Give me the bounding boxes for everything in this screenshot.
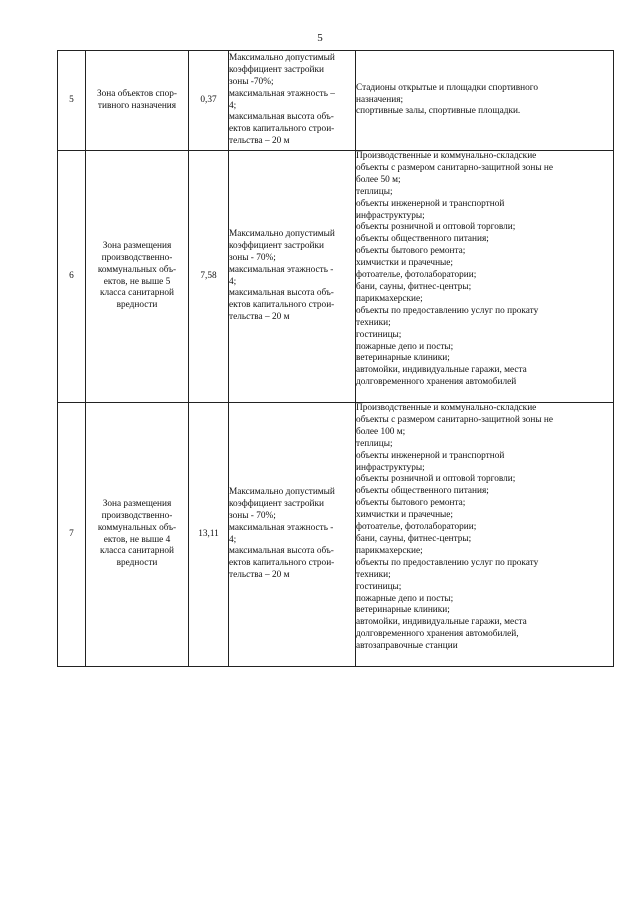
use-line: более 100 м; <box>356 426 406 437</box>
zone-name-line: Зона размещения <box>102 240 172 251</box>
zone-parameters <box>229 151 356 403</box>
param-line: зоны - 70%; <box>229 510 276 521</box>
use-line: гостиницы; <box>356 329 402 340</box>
use-line: более 50 м; <box>356 174 401 185</box>
zone-parameters <box>229 403 356 667</box>
use-line: парикмахерские; <box>356 545 423 556</box>
permitted-uses <box>356 151 614 403</box>
zone-name-line: Зона размещения <box>102 498 172 509</box>
use-line: ветеринарные клиники; <box>356 605 450 616</box>
zone-name-line: коммунальных объ- <box>97 264 177 275</box>
param-line: тельства – 20 м <box>229 570 290 581</box>
table-row <box>58 151 614 403</box>
use-line: Стадионы открытые и площадки спортивного <box>356 82 538 93</box>
use-line: объекты по предоставлению услуг по прокату <box>356 557 539 568</box>
use-line: Производственные и коммунально-складские <box>356 151 537 161</box>
use-line: объекты общественного питания; <box>356 234 489 245</box>
use-line: назначения; <box>356 94 404 105</box>
use-line: химчистки и прачечные; <box>356 258 454 269</box>
param-line: максимальная высота объ- <box>229 288 334 299</box>
param-line: 4; <box>229 534 237 545</box>
zone-area: 0,37 <box>189 51 229 151</box>
use-line: Производственные и коммунально-складские <box>356 403 537 413</box>
use-line: гостиницы; <box>356 581 402 592</box>
zone-name-line: коммунальных объ- <box>97 522 177 533</box>
use-line: объекты инженерной и транспортной <box>356 198 505 209</box>
zone-name-line: тивного назначения <box>97 100 177 111</box>
use-line: фотоателье, фотолаборатории; <box>356 270 477 281</box>
param-line: Максимально допустимый <box>229 228 335 239</box>
use-line: теплицы; <box>356 186 393 197</box>
param-line: коэффициент застройки <box>229 64 325 75</box>
zone-area: 7,58 <box>189 151 229 403</box>
zone-number: 5 <box>58 51 86 151</box>
use-line: фотоателье, фотолаборатории; <box>356 522 477 533</box>
param-line: максимальная этажность – <box>229 88 335 99</box>
param-line: Максимально допустимый <box>229 52 335 63</box>
use-line: долговременного хранения автомобилей, <box>356 629 519 640</box>
use-line: объекты общественного питания; <box>356 486 489 497</box>
param-line: максимальная этажность - <box>229 264 334 275</box>
use-line: бани, сауны, фитнес-центры; <box>356 533 472 544</box>
zone-name <box>86 151 189 403</box>
use-line: техники; <box>356 317 391 328</box>
zone-area: 13,11 <box>189 403 229 667</box>
zone-name-line: вредности <box>116 558 158 569</box>
use-line: ветеринарные клиники; <box>356 353 450 364</box>
zone-name-line: Зона объектов спор- <box>96 88 177 99</box>
use-line: автомойки, индивидуальные гаражи, места <box>356 365 527 376</box>
table-row <box>58 51 614 151</box>
use-line: техники; <box>356 569 391 580</box>
zone-name <box>86 403 189 667</box>
use-line: автомойки, индивидуальные гаражи, места <box>356 617 527 628</box>
use-line: теплицы; <box>356 438 393 449</box>
param-line: коэффициент застройки <box>229 498 325 509</box>
use-line: пожарные депо и посты; <box>356 341 454 352</box>
param-line: максимальная этажность - <box>229 522 334 533</box>
use-line: объекты с размером санитарно-защитной зоны не <box>356 162 554 173</box>
use-line: пожарные депо и посты; <box>356 593 454 604</box>
zone-name-line: производственно- <box>101 510 173 521</box>
param-line: максимальная высота объ- <box>229 546 334 557</box>
param-line: зоны -70%; <box>229 76 274 87</box>
use-line: парикмахерские; <box>356 293 423 304</box>
zone-name-line: класса санитарной <box>100 288 174 299</box>
zone-parameters <box>229 51 356 151</box>
table-row <box>58 403 614 667</box>
param-line: тельства – 20 м <box>229 312 290 323</box>
param-line: тельства – 20 м <box>229 136 290 147</box>
param-line: ектов капитального строи- <box>229 124 335 135</box>
use-line: автозаправочные станции <box>356 641 458 652</box>
use-line: объекты с размером санитарно-защитной зоны не <box>356 414 554 425</box>
param-line: 4; <box>229 276 237 287</box>
use-line: объекты розничной и оптовой торговли; <box>356 474 516 485</box>
param-line: Максимально допустимый <box>229 486 335 497</box>
param-line: ектов капитального строи- <box>229 300 335 311</box>
permitted-uses <box>356 403 614 667</box>
param-line: коэффициент застройки <box>229 240 325 251</box>
use-line: объекты инженерной и транспортной <box>356 450 505 461</box>
page-number: 5 <box>317 32 323 44</box>
use-line: инфраструктуры; <box>356 210 425 221</box>
zone-number: 7 <box>58 403 86 667</box>
use-line: химчистки и прачечные; <box>356 510 454 521</box>
zone-name-line: производственно- <box>101 252 173 263</box>
zone-name-line: класса санитарной <box>100 546 174 557</box>
zone-name-line: вредности <box>116 300 158 311</box>
use-line: объекты по предоставлению услуг по прокату <box>356 305 539 316</box>
use-line: бани, сауны, фитнес-центры; <box>356 281 472 292</box>
param-line: 4; <box>229 100 237 111</box>
use-line: объекты бытового ремонта; <box>356 246 466 257</box>
param-line: зоны - 70%; <box>229 252 276 263</box>
use-line: объекты розничной и оптовой торговли; <box>356 222 516 233</box>
zone-name-line: ектов, не выше 5 <box>103 276 171 287</box>
use-line: объекты бытового ремонта; <box>356 498 466 509</box>
zone-name <box>86 51 189 151</box>
zones-table <box>57 50 614 667</box>
param-line: максимальная высота объ- <box>229 112 334 123</box>
zone-name-line: ектов, не выше 4 <box>103 534 171 545</box>
use-line: инфраструктуры; <box>356 462 425 473</box>
permitted-uses <box>356 51 614 151</box>
use-line: спортивные залы, спортивные площадки. <box>356 106 521 117</box>
zone-number: 6 <box>58 151 86 403</box>
param-line: ектов капитального строи- <box>229 558 335 569</box>
use-line: долговременного хранения автомобилей <box>356 377 517 388</box>
